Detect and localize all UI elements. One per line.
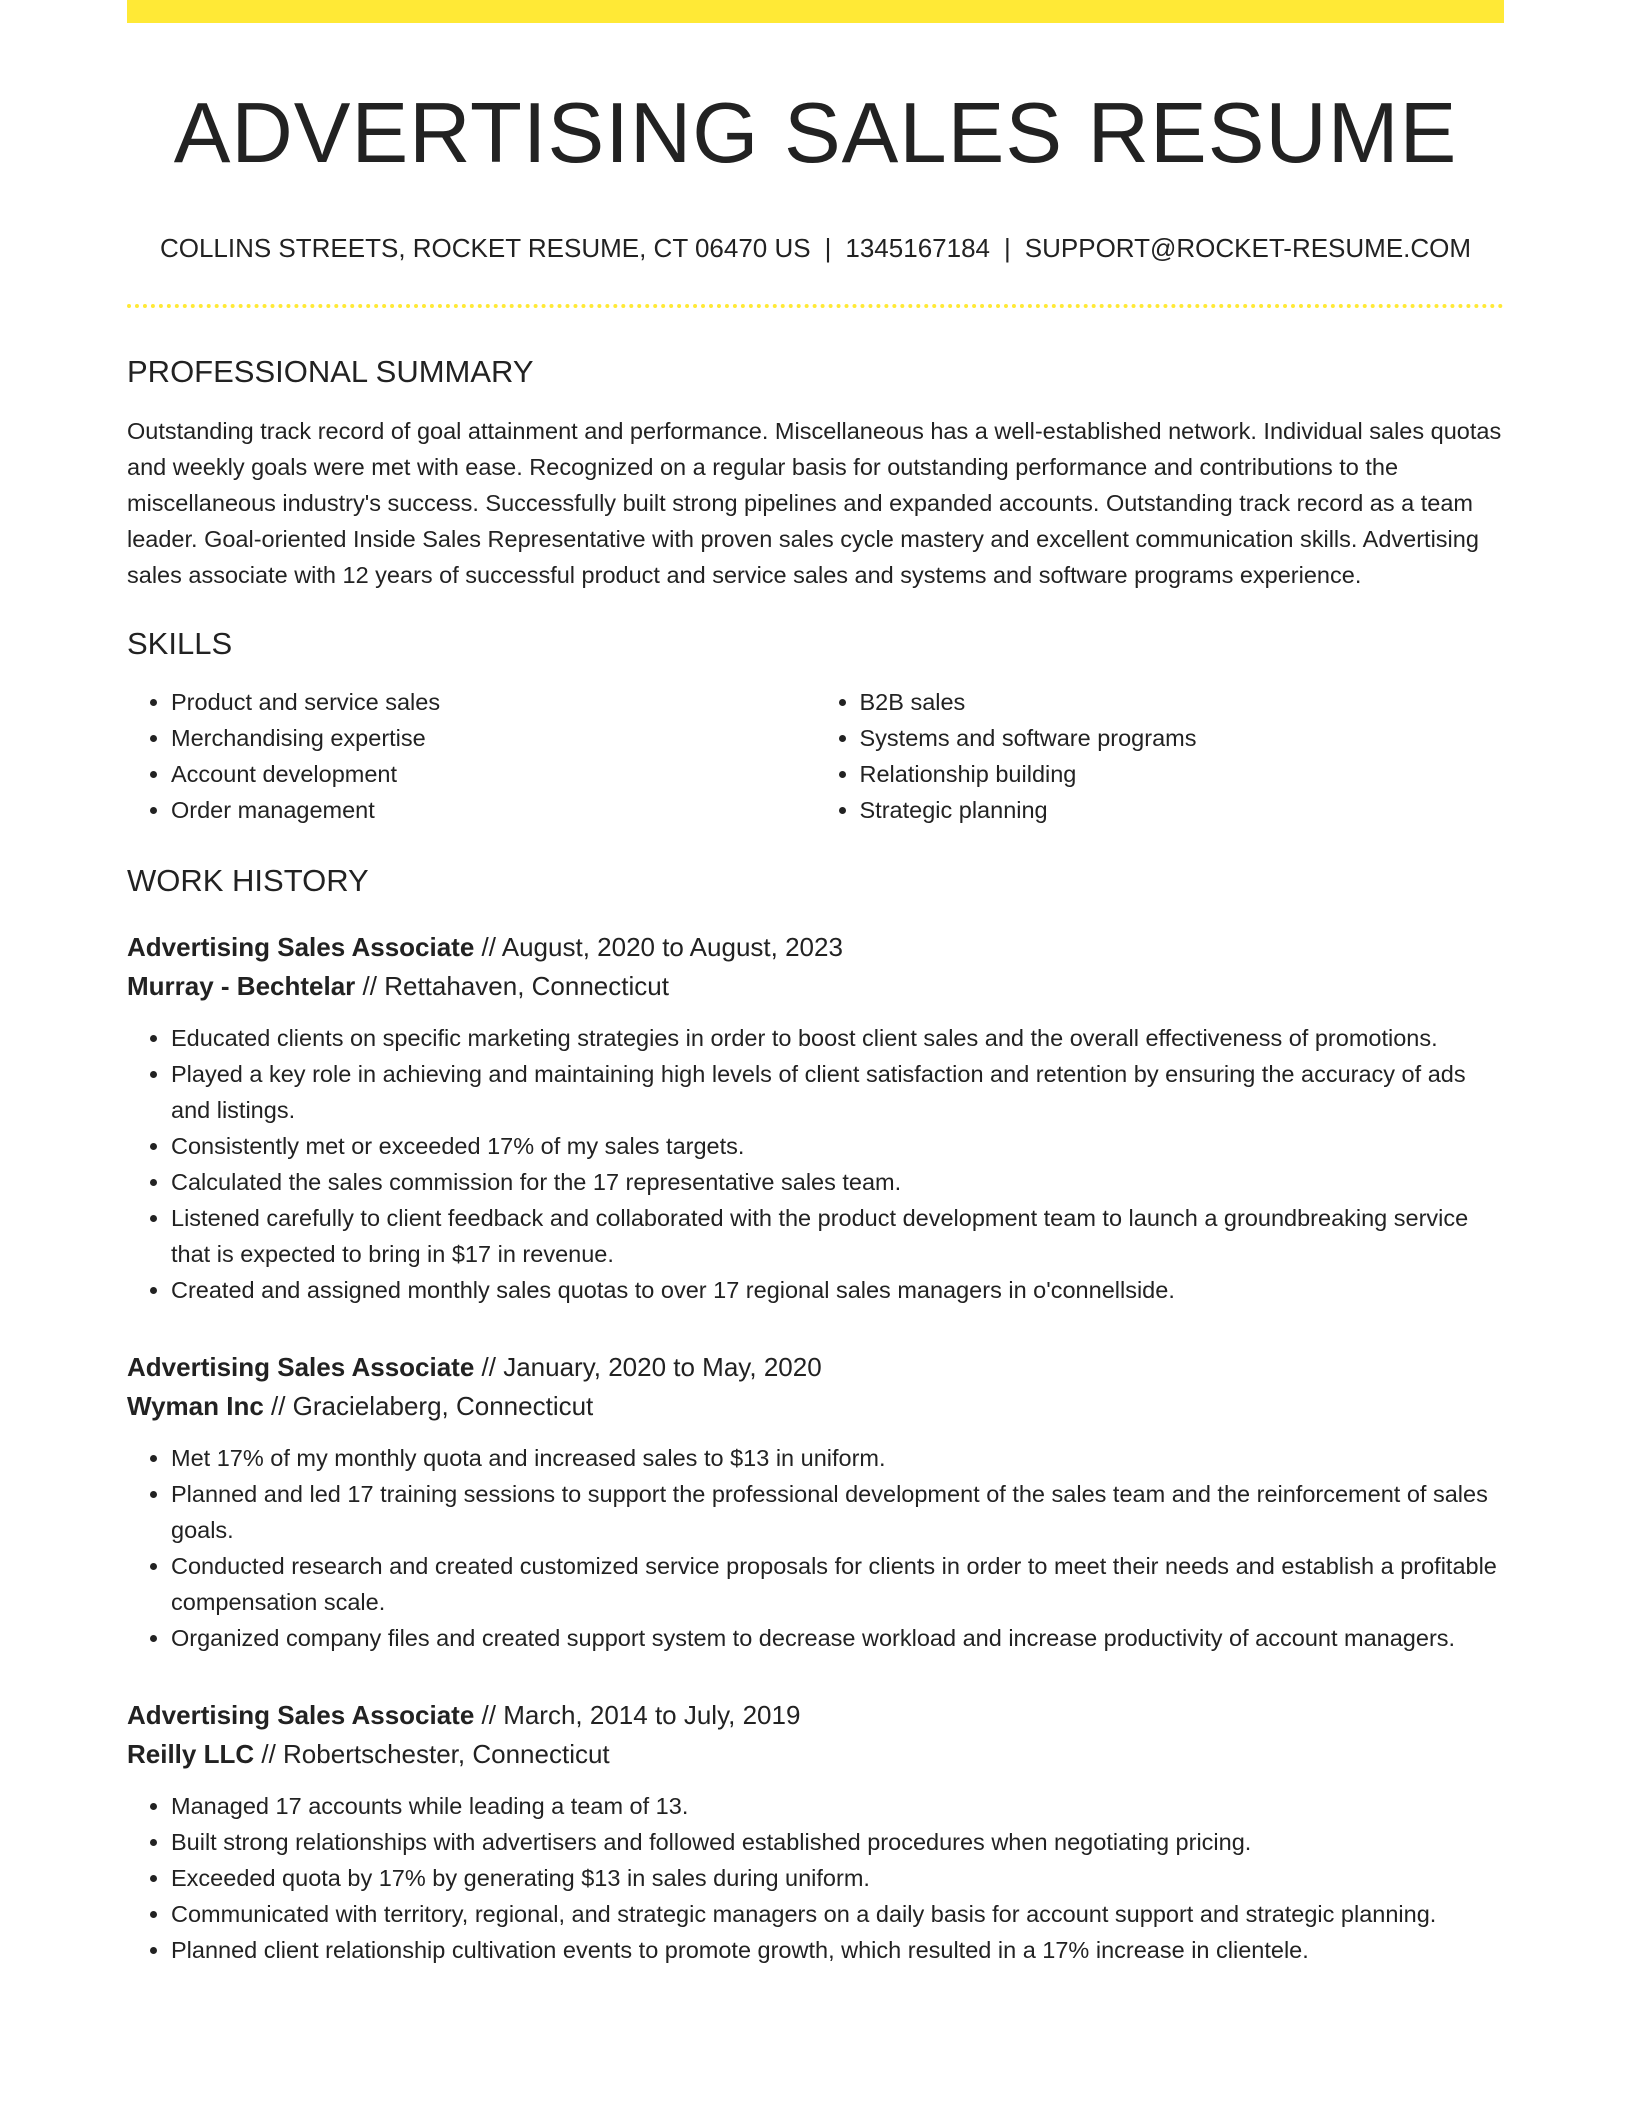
job-bullet: • Created and assigned monthly sales quotas to over 17 regional sales managers in o'connellside. [171, 1272, 1504, 1308]
job-dates: // August, 2020 to August, 2023 [474, 931, 843, 962]
job-bullet: • Listened carefully to client feedback and collaborated with the product development team to launch a groundbreaking service that is expected to bring in $17 in revenue. [171, 1200, 1504, 1272]
job-role-line [127, 928, 1504, 967]
contact-email[interactable]: SUPPORT@ROCKET-RESUME.COM [1024, 232, 1472, 263]
job-bullet: • Planned and led 17 training sessions to support the professional development of the sales team and the reinforcement of sales goals. [171, 1476, 1504, 1548]
skills-list [127, 684, 1504, 828]
dotted-divider [127, 304, 1504, 308]
skill-item: • Product and service sales [171, 684, 816, 720]
job-location: // Gracielaberg, Connecticut [263, 1390, 594, 1421]
job-dates: // January, 2020 to May, 2020 [474, 1351, 822, 1382]
resume-page [127, 0, 1504, 1968]
summary-heading: PROFESSIONAL SUMMARY [127, 353, 534, 389]
contact-separator: | [824, 232, 832, 263]
contact-separator: | [1004, 232, 1011, 263]
skill-item: • Relationship building [860, 756, 1505, 792]
job-company-line [127, 1387, 1504, 1426]
job-bullet: • Met 17% of my monthly quota and increased sales to $13 in uniform. [171, 1440, 1504, 1476]
job-bullet: • Exceeded quota by 17% by generating $13 in sales during uniform. [171, 1860, 1504, 1896]
skill-item: • Strategic planning [860, 792, 1505, 828]
job-location: // Rettahaven, Connecticut [355, 970, 669, 1001]
top-accent-bar [127, 0, 1504, 23]
job-bullets [127, 1440, 1504, 1656]
skills-heading: SKILLS [127, 626, 233, 662]
job-role-line [127, 1348, 1504, 1387]
skills-column-left [127, 684, 816, 828]
job-entry [127, 928, 1504, 1308]
job-bullets [127, 1020, 1504, 1308]
job-bullet: • Consistently met or exceeded 17% of my sales targets. [171, 1128, 1504, 1164]
job-bullet: • Managed 17 accounts while leading a team of 13. [171, 1788, 1504, 1824]
job-bullet: • Planned client relationship cultivation events to promote growth, which resulted in a 17% increase in clientele. [171, 1932, 1504, 1968]
job-role-line [127, 1696, 1504, 1735]
job-bullet: • Organized company files and created support system to decrease workload and increase productivity of account managers. [171, 1620, 1504, 1656]
skill-item: • Order management [171, 792, 816, 828]
job-bullet: • Conducted research and created customized service proposals for clients in order to meet their needs and establish a profitable compensation scale. [171, 1548, 1504, 1620]
job-role: Advertising Sales Associate [127, 1351, 475, 1382]
contact-line [127, 233, 1504, 264]
job-bullet: • Educated clients on specific marketing strategies in order to boost client sales and the overall effectiveness of promotions. [171, 1020, 1504, 1056]
skill-item: • Account development [171, 756, 816, 792]
job-role: Advertising Sales Associate [127, 931, 475, 962]
job-bullet: • Built strong relationships with advertisers and followed established procedures when negotiating pricing. [171, 1824, 1504, 1860]
job-location: // Robertschester, Connecticut [254, 1738, 610, 1769]
resume-title: ADVERTISING SALES RESUME [173, 86, 1458, 181]
summary-text: Outstanding track record of goal attainment and performance. Miscellaneous has a well-established network. Individual sales quotas and weekly goals were met with ease. Recognized on a regular basis for outstanding performance and contributions to the miscellaneous industry's success. Successfully built strong pipelines and expanded accounts. Outstanding track record as a team leader. Goal-oriented Inside Sales Representative with proven sales cycle mastery and excellent communication skills. Advertising sales associate with 12 years of successful product and service sales and systems and software programs experience. [127, 418, 1502, 589]
job-entry [127, 1348, 1504, 1656]
job-company-line [127, 1735, 1504, 1774]
job-company: Murray - Bechtelar [127, 970, 356, 1001]
skill-item: • Systems and software programs [860, 720, 1505, 756]
job-company-line [127, 967, 1504, 1006]
job-bullet: • Communicated with territory, regional, and strategic managers on a daily basis for account support and strategic planning. [171, 1896, 1504, 1932]
skills-column-right [816, 684, 1505, 828]
job-role: Advertising Sales Associate [127, 1699, 475, 1730]
job-bullet: • Calculated the sales commission for the 17 representative sales team. [171, 1164, 1504, 1200]
skill-item: • B2B sales [860, 684, 1505, 720]
skill-item: • Merchandising expertise [171, 720, 816, 756]
job-company: Reilly LLC [127, 1738, 255, 1769]
contact-phone[interactable]: 1345167184 [845, 232, 990, 263]
job-dates: // March, 2014 to July, 2019 [474, 1699, 801, 1730]
work-history-heading: WORK HISTORY [127, 863, 369, 899]
job-bullets [127, 1788, 1504, 1968]
contact-address: COLLINS STREETS, ROCKET RESUME, CT 06470 US [159, 232, 811, 263]
job-bullet: • Played a key role in achieving and maintaining high levels of client satisfaction and retention by ensuring the accuracy of ads and listings. [171, 1056, 1504, 1128]
job-company: Wyman Inc [127, 1390, 264, 1421]
job-entry [127, 1696, 1504, 1968]
